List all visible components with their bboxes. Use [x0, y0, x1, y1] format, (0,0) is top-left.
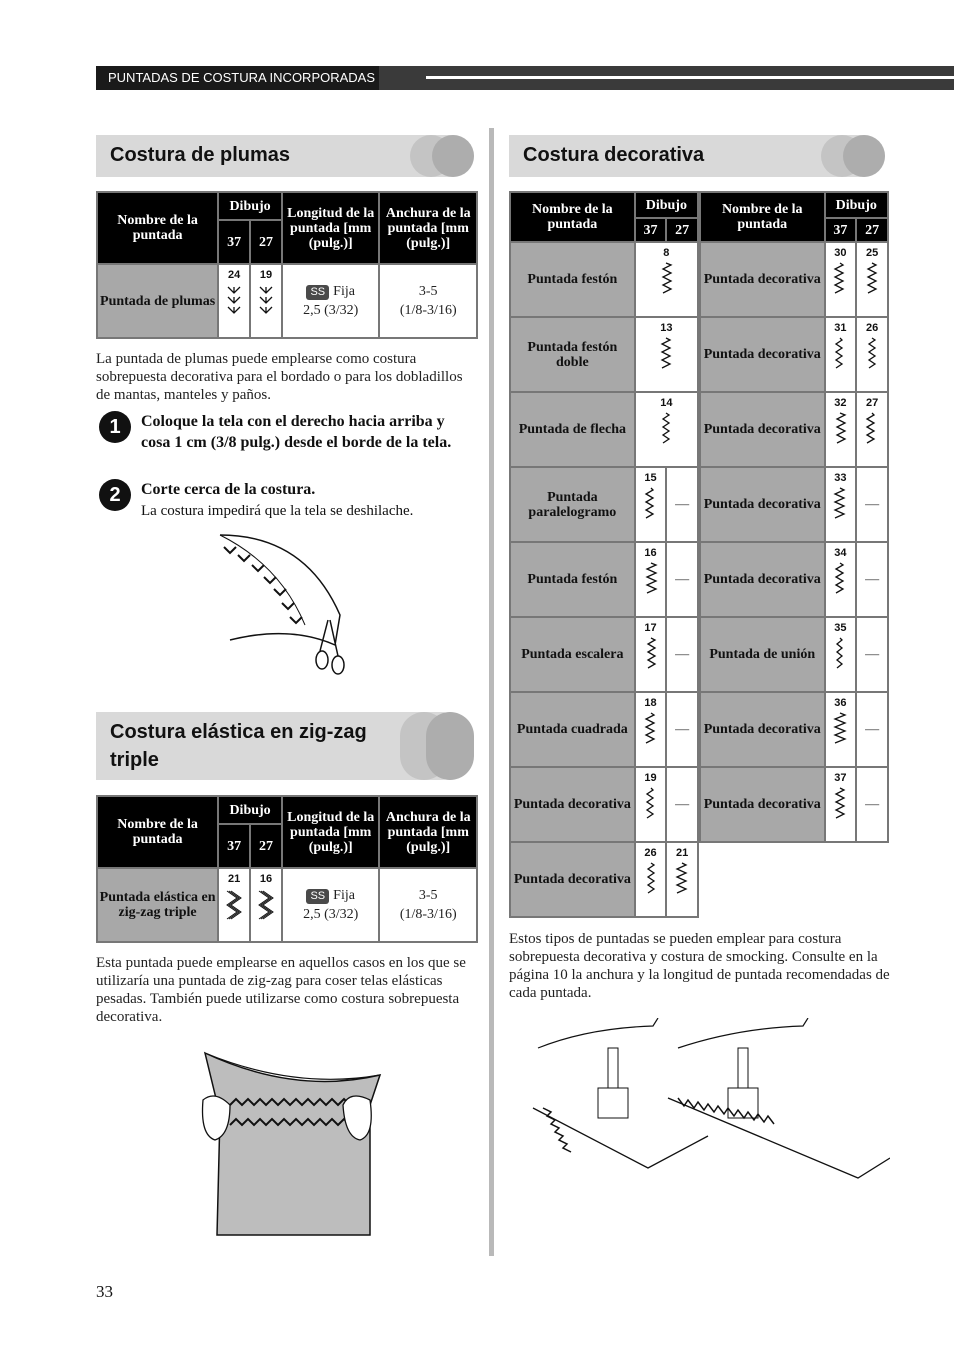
- stitch-number: 25: [865, 247, 879, 259]
- section-title-decorative: [509, 135, 885, 177]
- decorative-stitch-icon: [832, 561, 848, 599]
- decorative-table-left: [509, 191, 699, 918]
- col-name-header: Nombre de la puntada: [700, 192, 825, 242]
- not-available: —: [675, 722, 690, 737]
- stitch-pattern-27: [250, 264, 282, 338]
- decorative-stitch-icon: [832, 261, 848, 299]
- decorative-stitch-icon: [674, 861, 690, 899]
- section-title-feather: [96, 135, 474, 177]
- ss-badge: SS: [306, 889, 329, 904]
- decorative-stitch-icon: [658, 336, 674, 374]
- table-row: [510, 767, 698, 842]
- stitch-pattern-37: [825, 317, 857, 392]
- col-name-header: Nombre de la puntada: [97, 192, 218, 264]
- stitch-pattern-27: [856, 617, 888, 692]
- stitch-name: Puntada decorativa: [700, 317, 825, 392]
- col-name-header: Nombre de la puntada: [97, 796, 218, 868]
- stitch-number: 21: [676, 847, 689, 859]
- stitch-pattern-37: [635, 842, 667, 917]
- stitch-number: 18: [644, 697, 657, 709]
- stitch-pattern-27: [856, 767, 888, 842]
- feather-stitch-table: [96, 191, 478, 339]
- running-header: [96, 66, 954, 90]
- stitch-pattern-37: [218, 264, 250, 338]
- decorative-stitch-icon: [832, 711, 848, 749]
- decorative-stitch-icon: [832, 786, 848, 824]
- table-row: [700, 692, 888, 767]
- stitch-pattern-37: [825, 767, 857, 842]
- stitch-number: 31: [834, 322, 847, 334]
- stitch-number: 15: [644, 472, 657, 484]
- stitch-pattern-27: [856, 392, 888, 467]
- stitch-pattern-27: [666, 467, 698, 542]
- stitch-number: 27: [865, 397, 879, 409]
- stitch-number: 14: [660, 397, 673, 409]
- stitch-pattern-37: [825, 242, 857, 317]
- decorative-stitch-icon: [658, 261, 674, 299]
- decorative-stitch-icon: [832, 636, 848, 674]
- not-available: —: [675, 497, 690, 512]
- decorative-stitch-icon: [864, 411, 880, 449]
- stitch-name: Puntada de unión: [700, 617, 825, 692]
- not-available: —: [675, 647, 690, 662]
- table-row: [510, 842, 698, 917]
- stitch-pattern-37: [635, 467, 667, 542]
- header-section-label: PUNTADAS DE COSTURA INCORPORADAS: [96, 66, 379, 90]
- step-2: [109, 479, 481, 522]
- stitch-pattern-37: [218, 868, 250, 942]
- decorative-description: Estos tipos de puntadas se pueden emplear para costura sobrepuesta decorativa y costura de smocking. Consulte en la página 10 la anchura y la longitud de puntada recomendadas de cada puntada.: [509, 931, 890, 1001]
- elastic-stitch-table: [96, 795, 478, 943]
- stitch-name: Puntada paralelogramo: [510, 467, 635, 542]
- stitch-name: Puntada decorativa: [510, 842, 635, 917]
- stitch-pattern-37: [825, 617, 857, 692]
- step-text: Coloque la tela con el derecho hacia arriba y cosa 1 cm (3/8 pulg.) desde el borde de la tela.: [141, 413, 452, 451]
- table-row: [510, 467, 698, 542]
- ss-badge: SS: [306, 285, 329, 300]
- col-27-header: 27: [250, 824, 282, 868]
- stitch-pattern-37: [825, 542, 857, 617]
- col-27-header: 27: [250, 220, 282, 264]
- step-number-badge: 2: [99, 479, 131, 511]
- sewing-machine-illustration: [528, 1018, 890, 1188]
- stitch-name: Puntada decorativa: [700, 467, 825, 542]
- stitch-number: 16: [259, 873, 273, 885]
- decorative-table-right: [699, 191, 889, 843]
- feather-stitch-icon: [226, 283, 242, 321]
- stitch-pattern-37: [635, 392, 698, 467]
- stitch-pattern-37: [825, 392, 857, 467]
- decorative-stitch-icon: [643, 561, 659, 599]
- stitch-number: 32: [834, 397, 847, 409]
- stitch-name: Puntada escalera: [510, 617, 635, 692]
- table-row: [510, 692, 698, 767]
- stitch-name: Puntada festón: [510, 242, 635, 317]
- stitch-name: Puntada festón: [510, 542, 635, 617]
- elastic-fabric-illustration: [185, 1045, 390, 1240]
- stitch-pattern-27: [666, 542, 698, 617]
- table-row: [700, 467, 888, 542]
- step-text: Corte cerca de la costura.: [141, 481, 316, 498]
- stitch-length: SS Fija 2,5 (3/32): [282, 264, 380, 338]
- table-row: [700, 617, 888, 692]
- col-pattern-header: Dibujo: [825, 192, 889, 218]
- stitch-name: Puntada decorativa: [700, 692, 825, 767]
- col-37-header: 37: [218, 824, 250, 868]
- decorative-stitch-icon: [643, 711, 659, 749]
- stitch-pattern-37: [825, 467, 857, 542]
- step-note: La costura impedirá que la tela se deshilache.: [141, 503, 414, 519]
- feather-fabric-illustration: [210, 525, 360, 685]
- stitch-pattern-27: [666, 692, 698, 767]
- stitch-pattern-27: [250, 868, 282, 942]
- stitch-number: 33: [834, 472, 847, 484]
- col-37-header: 37: [635, 218, 667, 242]
- stitch-width: 3-5 (1/8-3/16): [379, 264, 477, 338]
- col-pattern-header: Dibujo: [218, 796, 282, 824]
- stitch-number: 26: [865, 322, 879, 334]
- table-row: [700, 767, 888, 842]
- page-number: 33: [96, 1282, 113, 1301]
- stitch-number: 35: [834, 622, 847, 634]
- stitch-number: 26: [644, 847, 657, 859]
- section-title-elastic: [96, 712, 474, 780]
- stitch-pattern-27: [856, 467, 888, 542]
- decorative-stitch-icon: [643, 786, 659, 824]
- stitch-name: Puntada de flecha: [510, 392, 635, 467]
- stitch-pattern-37: [635, 692, 667, 767]
- stitch-number: 30: [834, 247, 847, 259]
- decorative-stitch-icon: [643, 861, 659, 899]
- stitch-number: 8: [663, 247, 670, 259]
- not-available: —: [865, 797, 880, 812]
- feather-description: La puntada de plumas puede emplearse como costura sobrepuesta decorativa para el bordado o para los dobladillos de mantas, manteles y paños.: [96, 351, 463, 403]
- table-row: [700, 392, 888, 467]
- stitch-number: 37: [834, 772, 847, 784]
- decorative-stitch-icon: [864, 336, 880, 374]
- stitch-pattern-37: [635, 617, 667, 692]
- decorative-stitch-icon: [643, 636, 659, 674]
- triple-zigzag-icon: [258, 887, 274, 925]
- table-row: [700, 242, 888, 317]
- stitch-pattern-37: [635, 317, 698, 392]
- col-pattern-header: Dibujo: [218, 192, 282, 220]
- table-row: [700, 317, 888, 392]
- header-rule: [426, 76, 954, 79]
- stitch-pattern-37: [825, 692, 857, 767]
- table-row: [510, 242, 698, 317]
- decorative-stitch-icon: [832, 411, 848, 449]
- stitch-number: 17: [644, 622, 657, 634]
- decorative-title: Costura decorativa: [523, 144, 705, 166]
- not-available: —: [865, 722, 880, 737]
- triple-zigzag-icon: [226, 887, 242, 925]
- stitch-number: 21: [228, 873, 241, 885]
- col-27-header: 27: [666, 218, 698, 242]
- stitch-pattern-27: [666, 767, 698, 842]
- col-width-header: Anchura de la puntada [mm (pulg.)]: [379, 796, 477, 868]
- not-available: —: [865, 497, 880, 512]
- stitch-name: Puntada decorativa: [700, 767, 825, 842]
- col-width-header: Anchura de la puntada [mm (pulg.)]: [379, 192, 477, 264]
- stitch-number: 19: [644, 772, 657, 784]
- stitch-number: 19: [259, 269, 273, 281]
- not-available: —: [675, 797, 690, 812]
- not-available: —: [675, 572, 690, 587]
- elastic-title: Costura elástica en zig-zag triple: [110, 721, 367, 771]
- step-1: [109, 411, 471, 453]
- stitch-name: Puntada decorativa: [700, 392, 825, 467]
- decorative-stitch-icon: [864, 261, 880, 299]
- stitch-pattern-27: [666, 617, 698, 692]
- table-row: [510, 617, 698, 692]
- stitch-pattern-27: [856, 692, 888, 767]
- stitch-name: Puntada de plumas: [97, 264, 218, 338]
- elastic-description: Esta puntada puede emplearse en aquellos casos en los que se utilizaría una puntada de zig-zag para coser telas elásticas pesadas. También puede utilizarse como costura sobrepuesta decorativa.: [96, 955, 466, 1025]
- col-length-header: Longitud de la puntada [mm (pulg.)]: [282, 192, 380, 264]
- col-37-header: 37: [218, 220, 250, 264]
- stitch-name: Puntada decorativa: [510, 767, 635, 842]
- stitch-length: SS Fija 2,5 (3/32): [282, 868, 380, 942]
- stitch-number: 16: [644, 547, 657, 559]
- col-length-header: Longitud de la puntada [mm (pulg.)]: [282, 796, 380, 868]
- stitch-number: 13: [660, 322, 673, 334]
- stitch-number: 34: [834, 547, 847, 559]
- stitch-pattern-27: [856, 242, 888, 317]
- step-number-badge: 1: [99, 411, 131, 443]
- stitch-pattern-27: [856, 317, 888, 392]
- not-available: —: [865, 572, 880, 587]
- feather-title: Costura de plumas: [110, 144, 291, 166]
- decorative-stitch-icon: [832, 486, 848, 524]
- feather-stitch-icon: [258, 283, 274, 321]
- table-row: [510, 542, 698, 617]
- stitch-name: Puntada decorativa: [700, 542, 825, 617]
- col-name-header: Nombre de la puntada: [510, 192, 635, 242]
- stitch-name: Puntada cuadrada: [510, 692, 635, 767]
- stitch-pattern-37: [635, 767, 667, 842]
- table-row: [510, 392, 698, 467]
- decorative-stitch-icon: [832, 336, 848, 374]
- decorative-stitch-icon: [643, 486, 659, 524]
- stitch-number: 24: [228, 269, 241, 281]
- stitch-pattern-37: [635, 542, 667, 617]
- stitch-pattern-37: [635, 242, 698, 317]
- stitch-width: 3-5 (1/8-3/16): [379, 868, 477, 942]
- column-separator: [489, 128, 494, 1256]
- stitch-pattern-27: [856, 542, 888, 617]
- col-27-header: 27: [856, 218, 888, 242]
- stitch-pattern-27: [666, 842, 698, 917]
- table-row: [510, 317, 698, 392]
- col-37-header: 37: [825, 218, 857, 242]
- col-pattern-header: Dibujo: [635, 192, 698, 218]
- stitch-name: Puntada elástica en zig-zag triple: [97, 868, 218, 942]
- stitch-number: 36: [834, 697, 847, 709]
- stitch-name: Puntada decorativa: [700, 242, 825, 317]
- stitch-name: Puntada festón doble: [510, 317, 635, 392]
- table-row: [700, 542, 888, 617]
- decorative-stitch-icon: [658, 411, 674, 449]
- not-available: —: [865, 647, 880, 662]
